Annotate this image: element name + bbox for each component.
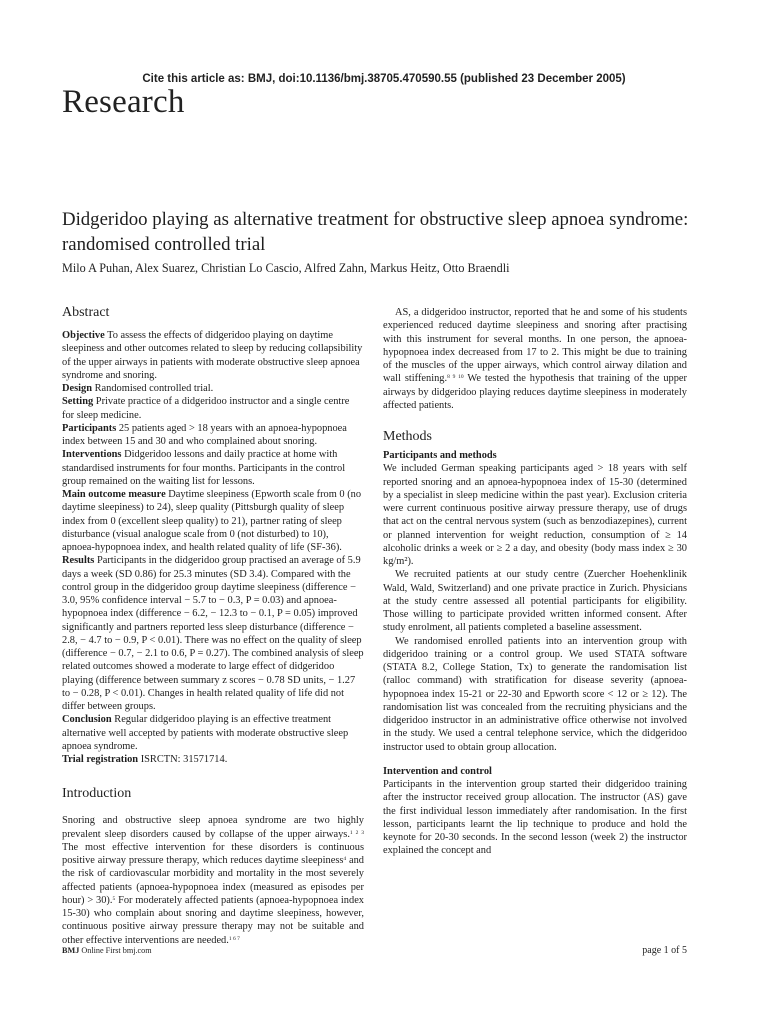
methods-paragraph-3: We randomised enrolled patients into an intervention group with didgeridoo training or a control group. We used STATA software (STATA 8.2, College Station, Tx) to generate the randomisation list (ralloc command) with stratification for disease severity (apnoea-hypopnoea index 15-21 or 22-30 and Epworth score < 12 or ≥ 12). The randomisation list was concealed from the recruiting physicians and the didgeridoo instructor in an administrative office otherwise not involved in the study. We used a central telephone service, which the didgeridoo instructor used to obtain group allocation. (383, 635, 687, 753)
left-column (62, 304, 364, 947)
introduction-heading: Introduction (62, 786, 132, 802)
abstract-participants (62, 422, 364, 449)
abstract-registration (62, 753, 364, 766)
methods-section (383, 428, 687, 858)
footer-journal (62, 946, 152, 955)
intro-p1-text-a: Snoring and obstructive sleep apnoea syndrome are two highly prevalent sleep disorders caused by collapse of the upper airways. (62, 815, 364, 840)
methods-paragraph-4: Participants in the intervention group started their didgeridoo training after the instructor received group allocation. The instructor (AS) gave the first individual lesson immediately after randomisation. In the first lesson, participants learnt the lip technique to produce and hold the keynote for 20-30 seconds. In the second lesson (week 2) the instructor explained the concept and (383, 779, 687, 857)
interventions-text: Didgeridoo lessons and daily practice at home with standardised instruments for four months. Participants in the control group remained on the waiting list for lessons. (62, 449, 346, 487)
reference-marker: 8 9 10 (447, 374, 464, 381)
methods-paragraph-2: We recruited patients at our study centre (Zuercher Hoehenklinik Wald, Wald, Switzerland) and one private practice in Zurich. Physicians at the study centre assessed all potential participants for eligibility. Those willing to participate provided written informed consent. After study enrolment, all patients completed a baseline assessment. (383, 569, 687, 634)
reference-marker: 1 2 3 (349, 829, 364, 836)
registration-label: Trial registration (62, 754, 139, 765)
journal-name: BMJ (62, 946, 80, 955)
abstract-outcome (62, 488, 364, 554)
abstract-design (62, 382, 364, 395)
methods-heading: Methods (383, 429, 432, 444)
abstract-heading: Abstract (62, 305, 110, 320)
section-heading: Research (62, 84, 185, 120)
intro-p1-text-b: The most effective intervention for these disorders is continuous positive airway pressure therapy, which reduces daytime sleepiness (62, 841, 364, 866)
right-column (383, 306, 687, 858)
interventions-label: Interventions (62, 449, 122, 461)
reference-marker: 5 (112, 895, 116, 902)
abstract-conclusion (62, 713, 364, 753)
abstract-section (62, 304, 364, 766)
methods-paragraph-1: We included German speaking participants aged > 18 years with self reported snoring and an apnoea-hypopnoea index of 15-30 (determined by a specialist in sleep medicine within the past year). Exclusion criteria were current continuous positive airway pressure therapy, use of drugs that act on the central nervous system (such as benzodiazepines), current or planned intervention for weight reduction, consumption of ≥ 14 alcoholic drinks a week or ≥ 2 a day, and obesity (body mass index ≥ 30 kg/m²). (383, 463, 687, 567)
introduction-paragraph-2 (383, 306, 687, 412)
citation-line: Cite this article as: BMJ, doi:10.1136/bmj.38705.470590.55 (published 23 December 2005) (142, 73, 626, 85)
setting-label: Setting (62, 396, 94, 408)
article-title: Didgeridoo playing as alternative treatment for obstructive sleep apnoea syndrome: randomised controlled trial (62, 209, 689, 255)
reference-marker: 4 (343, 856, 347, 862)
registration-text: ISRCTN: 31571714. (138, 754, 228, 765)
abstract-results (62, 554, 364, 713)
intro-p1-text-c: and the risk of cardiovascular morbidity and mortality in the most severely affected patients (apnoea-hypopnoea index (measured as episodes per hour) > 30). (62, 855, 365, 906)
conclusion-label: Conclusion (62, 714, 112, 726)
objective-label: Objective (62, 330, 105, 341)
participants-text: 25 patients aged > 18 years with an apnoea-hypopnoea index between 15 and 30 and who complained about snoring. (62, 422, 347, 447)
page-number: page 1 of 5 (642, 945, 687, 956)
setting-text: Private practice of a didgeridoo instructor and a single centre for sleep medicine. (62, 396, 350, 421)
participants-methods-subheading: Participants and methods (383, 450, 497, 461)
author-list: Milo A Puhan, Alex Suarez, Christian Lo Cascio, Alfred Zahn, Markus Heitz, Otto Braendli (62, 261, 510, 275)
intro-p2-text-b: We tested the hypothesis that training of the upper airways by didgeridoo playing reduces daytime sleepiness in moderately affected patients. (383, 373, 687, 411)
abstract-interventions (62, 448, 364, 488)
intervention-control-subheading: Intervention and control (383, 765, 492, 777)
outcome-text: Daytime sleepiness (Epworth scale from 0 (no daytime sleepiness) to 24), sleep quality (Pittsburgh quality of sleep index from 0 (excellent sleep quality) to 21), partner rating of sleep disturbance (visual analogue scale from 0 (not disturbed) to 10), apnoea-hypopnoea index, and health related quality of life (SF-36). (62, 489, 362, 553)
design-text: Randomised controlled trial. (92, 383, 214, 394)
objective-text: To assess the effects of didgeridoo playing on daytime sleepiness and other outcomes related to sleep by reducing collapsibility of the upper airways in patients with moderate obstructive sleep apnoea syndrome and snoring. (62, 330, 363, 381)
results-text: Participants in the didgeridoo group practised an average of 5.9 days a week (SD 0.86) for 25.3 minutes (SD 3.4). Compared with the control group in the didgeridoo group daytime sleepiness (difference − 3.0, 95% confidence interval − 5.7 to − 0.3, P = 0.03) and apnoea-hypopnoea index (difference − 6.2, − 12.3 to − 0.1, P = 0.05) improved significantly and partners reported less sleep disturbance (difference − 2.8, − 4.7 to − 0.9, P < 0.01). There was no effect on the quality of sleep (difference − 0.7, − 2.1 to 0.6, P = 0.27). The combined analysis of sleep related outcomes showed a moderate to large effect of didgeridoo playing (difference between summary z scores − 0.78 SD units, − 1.27 to − 0.28, P < 0.01). Changes in health related quality of life did not differ between groups. (62, 555, 364, 712)
intro-p2-text-a: AS, a didgeridoo instructor, reported that he and some of his students experienced reduced daytime sleepiness and snoring after practising with this instrument for several months. In one person, the apnoea-hypopnoea index decreased from 17 to 2. This might be due to training of the muscles of the upper airways, which control airway dilation and wall stiffening. (383, 307, 687, 385)
participants-label: Participants (62, 422, 117, 434)
conclusion-text: Regular didgeridoo playing is an effective treatment alternative well accepted by patients with moderate obstructive sleep apnoea syndrome. (62, 714, 349, 752)
reference-marker: 1 6 7 (228, 935, 240, 942)
design-label: Design (62, 383, 93, 394)
introduction-paragraph-1 (62, 814, 364, 947)
abstract-setting (62, 395, 364, 422)
introduction-section (62, 785, 364, 947)
results-label: Results (62, 555, 95, 567)
intro-p1-text-d: For moderately affected patients (apnoea-hypopnoea index 15-30) who complain about snoring and daytime sleepiness, however, continuous positive airway pressure therapy may not be suitable and other effective interventions are needed. (62, 894, 364, 946)
outcome-label: Main outcome measure (62, 489, 166, 500)
abstract-objective (62, 329, 364, 382)
journal-edition: Online First bmj.com (79, 946, 152, 955)
